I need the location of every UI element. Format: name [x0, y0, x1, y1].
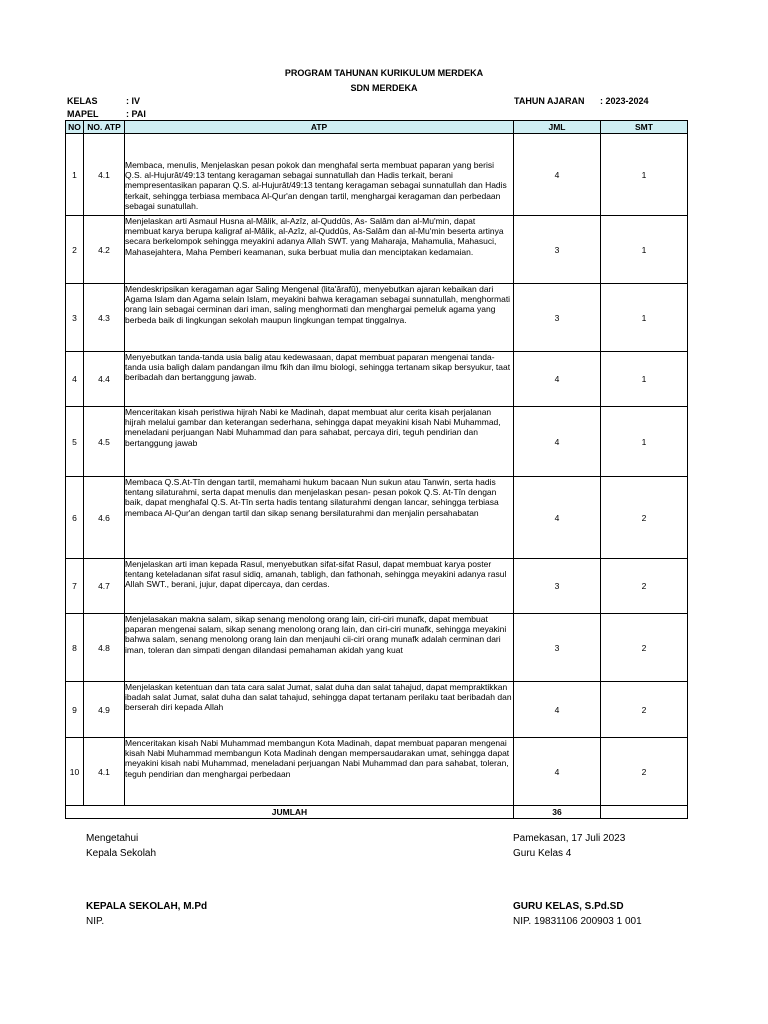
row-no: 4 [66, 352, 84, 407]
row-no: 6 [66, 477, 84, 559]
table-row [66, 134, 688, 216]
col-header-jml: JML [514, 121, 601, 134]
row-no: 9 [66, 682, 84, 738]
row-smt: 2 [601, 477, 688, 559]
table-row [66, 284, 688, 352]
table-header-row [66, 121, 688, 134]
row-smt: 2 [601, 559, 688, 614]
kelas-label: KELAS [67, 96, 98, 106]
row-atp-text: Menceritakan kisah Nabi Muhammad membangun Kota Madinah, dapat membuat paparan mengenai kisah Nabi Muhammad membangun Kota Madinah dengan mempersaudarakan umat, sehingga dapat meyakini kisah nabi Muhammad, meneladani perjuangan Nabi Muhammad dan para sahabat, toleran, teguh pendirian dan menghargai perbedaan [125, 738, 514, 806]
row-jml: 3 [514, 614, 601, 682]
row-smt: 2 [601, 682, 688, 738]
left-acknowledge: Mengetahui [86, 833, 139, 844]
row-jml: 3 [514, 216, 601, 284]
row-no: 3 [66, 284, 84, 352]
row-atp-text: Menyebutkan tanda-tanda usia balig atau kedewasaan, dapat membuat paparan mengenai tanda-tanda usia baligh dalam pandangan ilmu fkih dan ilmu biologi, sehingga tertanam sikap bersyukur, taat beribadah dan bertanggung jawab. [125, 352, 514, 407]
row-no: 2 [66, 216, 84, 284]
left-nip: NIP. [86, 916, 105, 927]
row-atp-text: Menjelasakan makna salam, sikap senang menolong orang lain, ciri-ciri munafk, dapat membuat paparan mengenai salam, sikap senang menolong orang lain, dan ciri-ciri munafk, sehingga meyakini bahwa salam, senang menolong orang lain dan menjauhi cii-ciri orang munafk adalah cerminan dari iman, toleran dan simpati dengan dilandasi pemahaman akidah yang kuat [125, 614, 514, 682]
row-atp-text: Mendeskripsikan keragaman agar Saling Mengenal (lita'ârafû), menyebutkan ajaran kebaikan dari Agama Islam dan Agama selain Islam, meyakini bahwa keragaman sebagai sunnatullah, menghormati orang lain sebagai cerminan dari iman, saling menghormati dan menghargai pemeluk agama yang berbeda baik di lingkungan sekolah maupun lingkungan tempat tinggalnya. [125, 284, 514, 352]
tahun-ajaran-label: TAHUN AJARAN [514, 96, 585, 106]
row-atp-no: 4.7 [84, 559, 125, 614]
signature-left-name-block [86, 899, 207, 929]
tahun-ajaran-value: : 2023-2024 [600, 96, 649, 106]
right-place-date: Pamekasan, 17 Juli 2023 [513, 833, 626, 844]
kelas-value: : IV [126, 96, 141, 106]
row-jml: 4 [514, 352, 601, 407]
row-smt: 1 [601, 407, 688, 477]
row-smt: 2 [601, 614, 688, 682]
row-atp-no: 4.2 [84, 216, 125, 284]
row-atp-text: Membaca Q.S.At-Tîn dengan tartil, memahami hukum bacaan Nun sukun atau Tanwin, serta hadis tentang silaturahmi, serta dapat menulis dan menjelaskan pesan- pesan pokok Q.S. At-Tîn dengan baik, dapat menghafal Q.S. At-Tîn serta hadis tentang silaturahmi dengan lancar, sehingga terbiasa membaca Al-Qur'an dengan tartil dan sikap senang bersilaturahmi dan menjalin persahabatan [125, 477, 514, 559]
row-jml: 4 [514, 407, 601, 477]
row-no: 8 [66, 614, 84, 682]
left-signer-name: KEPALA SEKOLAH, M.Pd [86, 901, 208, 912]
prota-table [65, 120, 688, 819]
row-smt: 1 [601, 134, 688, 216]
document-title: PROGRAM TAHUNAN KURIKULUM MERDEKA [284, 68, 484, 78]
row-atp-no: 4.1 [84, 738, 125, 806]
school-name: SDN MERDEKA [350, 83, 418, 93]
table-row [66, 614, 688, 682]
row-jml: 4 [514, 682, 601, 738]
table-row [66, 682, 688, 738]
row-smt: 1 [601, 284, 688, 352]
row-atp-text: Menceritakan kisah peristiwa hijrah Nabi ke Madinah, dapat membuat alur cerita kisah perjalanan hijrah melalui gambar dan keterangan sederhana, sehingga dapat meyakini kisah Nabi Muhammad, meneladani perjuangan Nabi Muhammad dan para sahabat, percaya diri, teguh pendirian dan bertanggung jawab [125, 407, 514, 477]
row-jml: 4 [514, 477, 601, 559]
right-role: Guru Kelas 4 [513, 848, 572, 859]
left-role: Kepala Sekolah [86, 848, 157, 859]
row-no: 7 [66, 559, 84, 614]
row-atp-text: Menjelaskan ketentuan dan tata cara salat Jumat, salat duha dan salat tahajud, dapat mempraktikkan ibadah salat Jumat, salat duha dan salat tahajud, sehingga dapat tertanam perilaku taat beribadah dan berserah diri kepada Allah [125, 682, 514, 738]
row-jml: 4 [514, 738, 601, 806]
mapel-label: MAPEL [67, 109, 99, 119]
row-smt: 1 [601, 352, 688, 407]
table-row [66, 477, 688, 559]
row-atp-text: Menjelaskan arti Asmaul Husna al-Mâlik, al-Azîz, al-Quddûs, As- Salâm dan al-Mu'min, dapat membuat karya berupa kaligraf al-Mâlik, al-Azîz, al-Quddûs, As-Salâm dan al-Mu'min beserta artinya secara berkelompok sehingga meyakini adanya Allah SWT. yang Maharaja, Mahamulia, Mahasuci, Mahasejahtera, Maha Pemberi keamanan, suka berbuat mulia dan menciptakan kedamaian. [125, 216, 514, 284]
signature-right-block [513, 831, 625, 861]
mapel-value: : PAI [126, 109, 146, 119]
table-row [66, 352, 688, 407]
table-row [66, 738, 688, 806]
row-jml: 4 [514, 134, 601, 216]
right-nip: NIP. 19831106 200903 1 001 [513, 916, 642, 927]
row-jml: 3 [514, 559, 601, 614]
row-jml: 3 [514, 284, 601, 352]
col-header-no-atp: NO. ATP [84, 121, 125, 134]
row-smt: 2 [601, 738, 688, 806]
row-atp-no: 4.8 [84, 614, 125, 682]
row-no: 1 [66, 134, 84, 216]
total-row [66, 806, 688, 819]
row-no: 5 [66, 407, 84, 477]
col-header-smt: SMT [601, 121, 688, 134]
total-label: JUMLAH [66, 806, 514, 819]
table-row [66, 216, 688, 284]
row-atp-text: Membaca, menulis, Menjelaskan pesan pokok dan menghafal serta membuat paparan yang berisi Q.S. al-Hujurât/49:13 tentang keragaman sebagai sunnatullah dan Hadis terkait, berani mempresentasikan paparan Q.S. al-Hujurât/49:13 tentang keragaman sebagai sunnatullah dan Hadis terkait, sehingga terbiasa membaca Al-Qur'an dengan tartil, menghargai keragaman dan perbedaan sebagai sunatullah. [125, 134, 514, 216]
row-atp-text: Menjelaskan arti iman kepada Rasul, menyebutkan sifat-sifat Rasul, dapat membuat karya poster tentang keteladanan sifat rasul sidiq, amanah, tabligh, dan fathonah, sehingga meyakini adanya rasul Allah SWT., berani, jujur, dapat dipercaya, dan cerdas. [125, 559, 514, 614]
row-atp-no: 4.5 [84, 407, 125, 477]
total-smt-empty [601, 806, 688, 819]
signature-left-block [86, 831, 156, 861]
total-value: 36 [514, 806, 601, 819]
col-header-atp: ATP [125, 121, 514, 134]
table-row [66, 559, 688, 614]
row-atp-no: 4.6 [84, 477, 125, 559]
row-atp-no: 4.4 [84, 352, 125, 407]
row-smt: 1 [601, 216, 688, 284]
col-header-no: NO [66, 121, 84, 134]
row-atp-no: 4.9 [84, 682, 125, 738]
signature-right-name-block [513, 899, 642, 929]
right-signer-name: GURU KELAS, S.Pd.SD [513, 901, 624, 912]
row-atp-no: 4.3 [84, 284, 125, 352]
row-no: 10 [66, 738, 84, 806]
row-atp-no: 4.1 [84, 134, 125, 216]
table-row [66, 407, 688, 477]
